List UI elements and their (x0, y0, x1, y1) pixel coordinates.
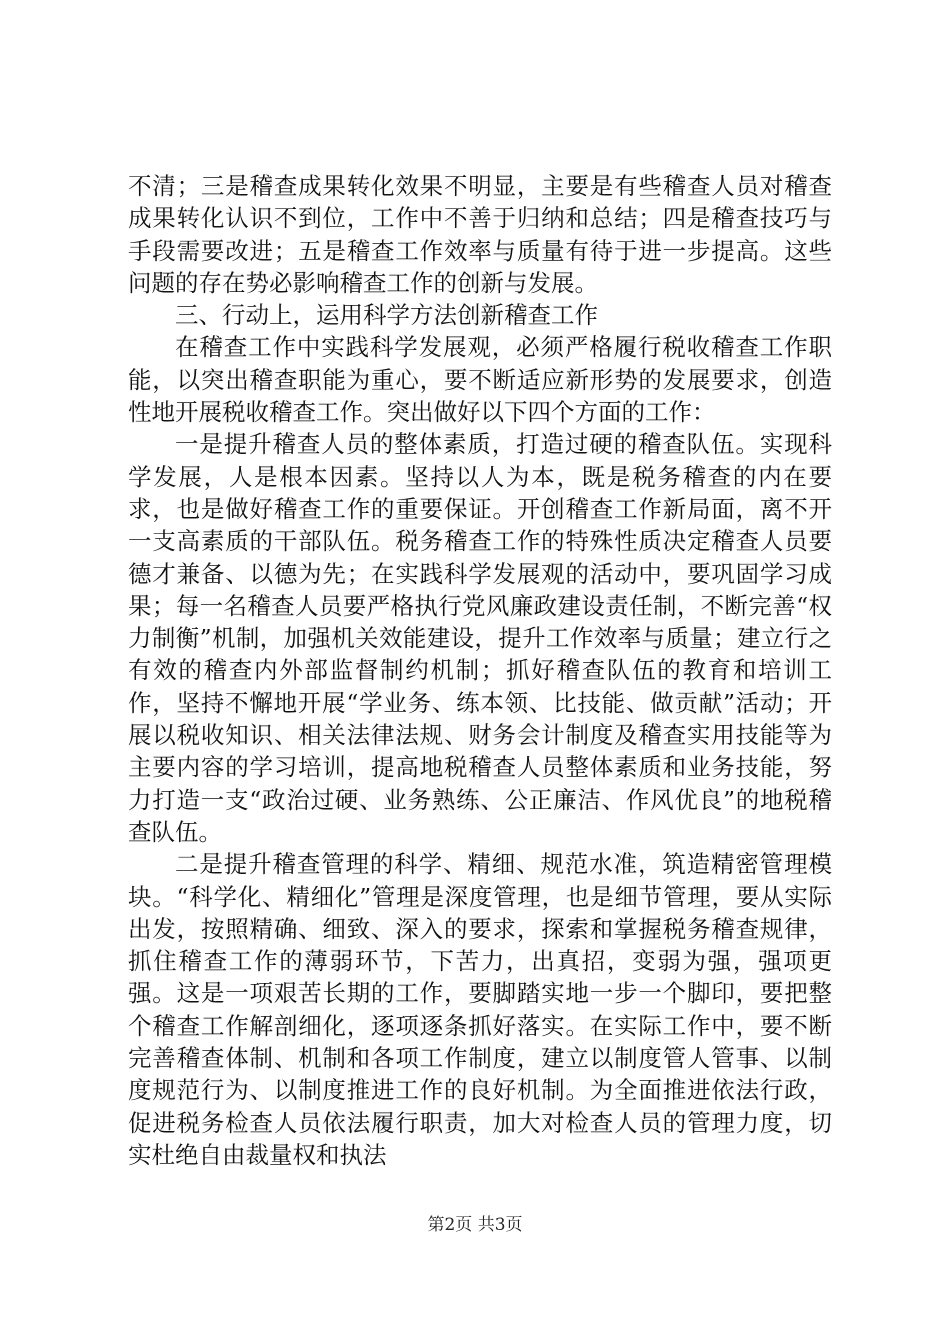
section-heading: 三、行动上，运用科学方法创新稽查工作 (175, 301, 598, 330)
page-number-footer: 第2页 共3页 (427, 1215, 523, 1235)
paragraph-2: 在稽查工作中实践科学发展观，必须严格履行税收稽查工作职能，以突出稽查职能为重心，要不断适应新形势的发展要求，创造性地开展税收稽查工作。突出做好以下四个方面的工作： (128, 333, 832, 427)
paragraph-1: 不清；三是稽查成果转化效果不明显，主要是有些稽查人员对稽查成果转化认识不到位，工作中不善于归纳和总结；四是稽查技巧与手段需要改进；五是稽查工作效率与质量有待于进一步提高。这些问题的存在势必影响稽查工作的创新与发展。 (128, 172, 832, 297)
document-body (128, 170, 832, 1171)
paragraph-4: 二是提升稽查管理的科学、精细、规范水准，筑造精密管理模块。“科学化、精细化”管理是深度管理，也是细节管理，要从实际出发，按照精确、细致、深入的要求，探索和掌握税务稽查规律，抓住稽查工作的薄弱环节，下苦力，出真招，变弱为强，强项更强。这是一项艰苦长期的工作，要脚踏实地一步一个脚印，要把整个稽查工作解剖细化，逐项逐条抓好落实。在实际工作中，要不断完善稽查体制、机制和各项工作制度，建立以制度管人管事、以制度规范行为、以制度推进工作的良好机制。为全面推进依法行政，促进税务检查人员依法履行职责，加大对检查人员的管理力度，切实杜绝自由裁量权和执法 (128, 850, 832, 1169)
paragraph-3: 一是提升稽查人员的整体素质，打造过硬的稽查队伍。实现科学发展，人是根本因素。坚持以人为本，既是税务稽查的内在要求，也是做好稽查工作的重要保证。开创稽查工作新局面，离不开一支高素质的干部队伍。税务稽查工作的特殊性质决定稽查人员要德才兼备、以德为先；在实践科学发展观的活动中，要巩固学习成果；每一名稽查人员要严格执行党风廉政建设责任制，不断完善“权力制衡”机制，加强机关效能建设，提升工作效率与质量；建立行之有效的稽查内外部监督制约机制；抓好稽查队伍的教育和培训工作，坚持不懈地开展“学业务、练本领、比技能、做贡献”活动；开展以税收知识、相关法律法规、财务会计制度及稽查实用技能等为主要内容的学习培训，提高地税稽查人员整体素质和业务技能，努力打造一支“政治过硬、业务熟练、公正廉洁、作风优良”的地税稽查队伍。 (128, 430, 832, 846)
